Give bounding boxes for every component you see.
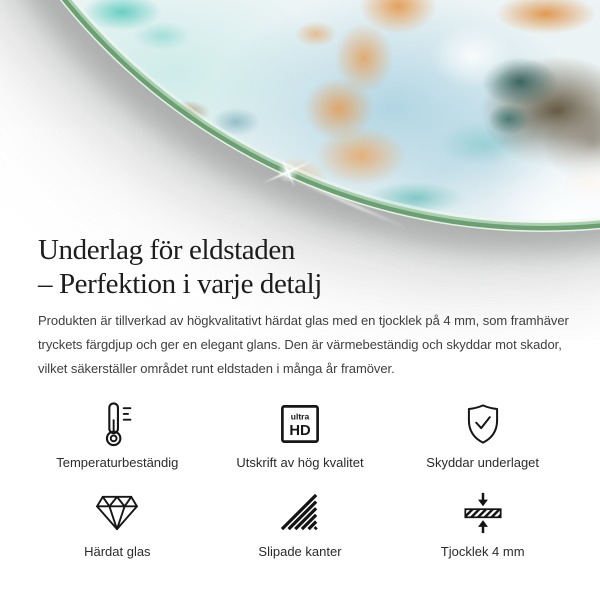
diamond-icon	[94, 490, 140, 536]
thickness-icon	[461, 490, 505, 536]
feature-polished-edges	[209, 490, 392, 559]
product-description	[38, 309, 569, 381]
feature-grid	[26, 401, 574, 559]
ultra-hd-badge-top: ultra	[290, 411, 310, 422]
description-line2: tryckets färgdjup och ger en elegant glans. Den är värmebeständig och skyddar mot skador,	[38, 337, 562, 352]
description-line3: vilket säkerställer området runt eldstaden i många år framöver.	[38, 361, 395, 376]
ultra-hd-badge-bottom: HD	[289, 422, 311, 439]
thermometer-icon	[100, 401, 134, 447]
feature-label: Härdat glas	[84, 544, 151, 559]
feature-protects-floor	[391, 401, 574, 470]
page-title	[38, 233, 322, 301]
ultra-hd-icon	[280, 401, 320, 447]
page-title-line1: Underlag för eldstaden	[38, 234, 295, 266]
feature-temperature-resistant	[26, 401, 209, 470]
description-line1: Produkten är tillverkad av högkvalitativt härdat glas med en tjocklek på 4 mm, som framhäver	[38, 313, 569, 328]
feature-label: Skyddar underlaget	[426, 455, 540, 470]
feature-label: Utskrift av hög kvalitet	[236, 455, 364, 470]
feature-label: Slipade kanter	[258, 544, 342, 559]
shield-check-icon	[463, 401, 503, 447]
page-title-line2: – Perfektion i varje detalj	[38, 268, 322, 300]
feature-print-quality	[209, 401, 392, 470]
feature-thickness	[391, 490, 574, 559]
glass-panel-photo	[0, 0, 600, 232]
feature-label: Tjocklek 4 mm	[440, 544, 525, 559]
feature-label: Temperaturbeständig	[56, 455, 179, 470]
beveled-edges-icon	[279, 490, 321, 536]
feature-tempered-glass	[26, 490, 209, 559]
